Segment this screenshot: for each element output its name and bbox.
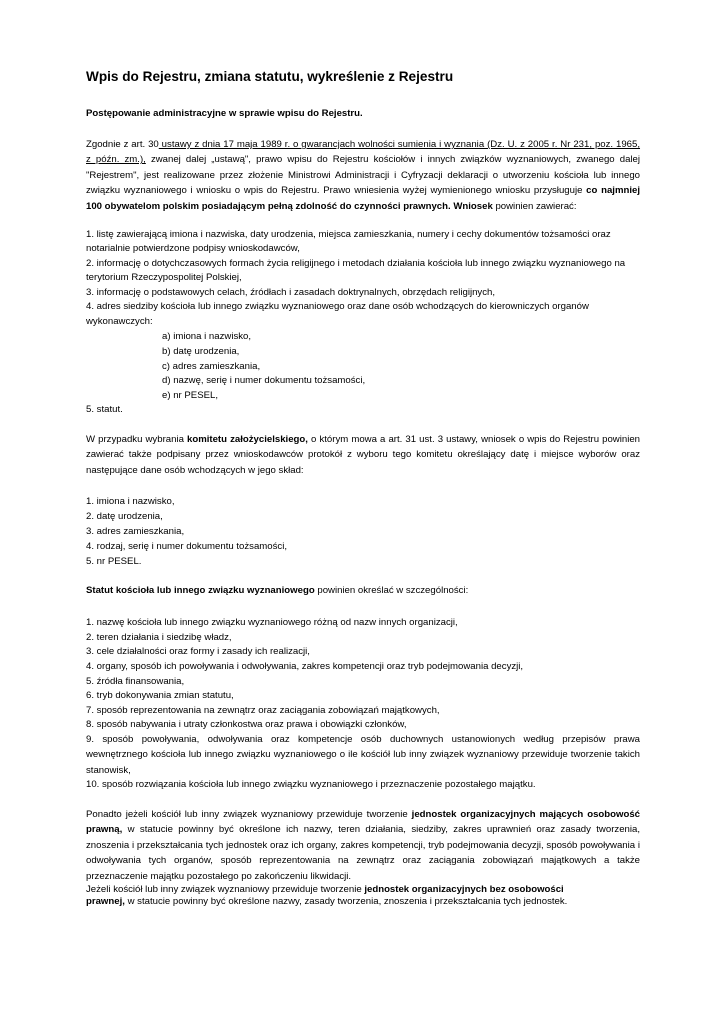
intro-text: Zgodnie z art. 30 <box>86 139 159 150</box>
committee-text: o którym mowa a art. 31 ust. 3 ustawy, wniosek o wpis do Rejestru powinien zawierać także podpisany przez wnioskodawców protokół z wyboru tego komitetu określający datę i miejsce wyborów oraz następujące dane osób wchodzących w jego skład: <box>86 434 640 476</box>
sub-list-item: e) nr PESEL, <box>162 390 218 401</box>
sub-list-item: a) imiona i nazwisko, <box>162 331 252 342</box>
list-item: 1. nazwę kościoła lub innego związku wyznaniowego różną od nazw innych organizacji, <box>86 617 458 628</box>
list-item: 10. sposób rozwiązania kościoła lub innego związku wyznaniowego i przeznaczenie pozostałego majątku. <box>86 779 536 790</box>
list-item: wykonawczych: <box>86 316 153 327</box>
list-item: 7. sposób reprezentowania na zewnątrz oraz zaciągania zobowiązań majątkowych, <box>86 705 440 716</box>
list-item: 2. informację o dotychczasowych formach życia religijnego i metodach działania kościoła lub innego związku wyznaniowego na <box>86 258 626 269</box>
list-item: 3. cele działalności oraz formy i zasady ich realizacji, <box>86 646 310 657</box>
list-item: terytorium Rzeczypospolitej Polskiej, <box>86 272 242 283</box>
final-text: Ponadto jeżeli kościół lub inny związek wyznaniowy przewiduje tworzenie <box>86 809 412 820</box>
final-text: w statucie powinny być określone nazwy, zasady tworzenia, znoszenia i przekształcania tych jednostek. <box>124 896 568 907</box>
sub-list-item: b) datę urodzenia, <box>162 346 240 357</box>
final-bold: prawnej, <box>86 896 125 907</box>
list-item: 4. adres siedziby kościoła lub innego związku wyznaniowego oraz dane osób wchodzących do kierowniczych organów <box>86 301 589 312</box>
final-text: w statucie powinny być określone ich nazwy, teren działania, siedziby, zakres uprawnień oraz zasady tworzenia, znoszenia i przekształcania tych jednostek oraz ich organy, zakres kompetencji, tryb podejmowania decyzji, sposób powoływania i odwoływania tych organów, sposób reprezentowania na zewnątrz oraz zaciągania zobowiązań majątkowych a także przeznaczenie majątku pozostałego po zakończeniu likwidacji. <box>86 824 640 882</box>
list-item: 9. sposób powoływania, odwoływania oraz kompetencje osób duchownych ustanowionych według przepisów prawa wewnętrznego kościoła lub innego związku wyznaniowego o ile kościół lub inny związek wyznaniowy przewiduje tworzenie takich stanowisk, <box>86 734 640 776</box>
sub-list-item: d) nazwę, serię i numer dokumentu tożsamości, <box>162 375 366 386</box>
statute-reference-link[interactable]: ustawy z dnia 17 maja 1989 r. o gwarancjach wolności sumienia i wyznania (Dz. U. z 2005 r. Nr 231, poz. 1965, z późn. zm.), <box>86 139 641 166</box>
intro-bold-requirement: co najmniej 100 obywatelom polskim posiadającym pełną zdolność do czynności prawnych. <box>86 185 641 212</box>
committee-text: W przypadku wybrania <box>86 434 187 445</box>
list-item: 4. organy, sposób ich powoływania i odwoływania, zakres kompetencji oraz tryb podejmowania decyzji, <box>86 661 524 672</box>
list-item: 2. datę urodzenia, <box>86 511 163 522</box>
intro-paragraph <box>86 137 640 214</box>
final-text: Jeżeli kościół lub inny związek wyznaniowy przewiduje tworzenie <box>86 884 365 895</box>
statute-intro <box>86 585 468 597</box>
list-item: 1. imiona i nazwisko, <box>86 496 175 507</box>
sub-list-item: c) adres zamieszkania, <box>162 361 261 372</box>
non-legal-entities-line1 <box>86 884 564 896</box>
intro-text: zwanej dalej „ustawą", prawo wpisu do Rejestru kościołów i innych związków wyznaniowych, zwanego dalej "Rejestrem", jest realizowane przez złożenie Ministrowi Administracji i Cyfryzacji deklaracji o utworzeniu kościoła lub innego związku wyznaniowego i wniosku o wpis do Rejestru. Prawo wniesienia wyżej wymienionego wniosku przysługuje <box>86 154 641 197</box>
final-bold: jednostek organizacyjnych bez osobowości <box>364 884 564 895</box>
non-legal-entities-line2 <box>86 896 567 908</box>
list-item: 8. sposób nabywania i utraty członkostwa oraz prawa i obowiązki członków, <box>86 719 407 730</box>
list-item: 3. informację o podstawowych celach, źródłach i zasadach doktrynalnych, obrzędach religijnych, <box>86 287 496 298</box>
intro-bold-wniosek: Wniosek <box>453 200 493 212</box>
list-item: 1. listę zawierającą imiona i nazwiska, daty urodzenia, miejsca zamieszkania, numery i cechy dokumentów tożsamości oraz <box>86 229 611 240</box>
committee-paragraph <box>86 432 640 478</box>
list-item: 2. teren działania i siedzibę władz, <box>86 632 232 643</box>
list-item: 5. nr PESEL. <box>86 556 142 567</box>
list-item: 5. źródła finansowania, <box>86 676 185 687</box>
list-item: 5. statut. <box>86 404 123 415</box>
final-bold: jednostek organizacyjnych mających osobowość prawną, <box>86 809 640 836</box>
list-item: 6. tryb dokonywania zmian statutu, <box>86 690 234 701</box>
section-subtitle: Postępowanie administracyjne w sprawie wpisu do Rejestru. <box>86 108 363 119</box>
intro-text: powinien zawierać: <box>492 200 577 212</box>
committee-bold: komitetu założycielskiego, <box>187 434 308 445</box>
statute-text: powinien określać w szczególności: <box>314 585 469 596</box>
legal-entities-paragraph <box>86 807 640 884</box>
list-item: 4. rodzaj, serię i numer dokumentu tożsamości, <box>86 541 288 552</box>
page-title: Wpis do Rejestru, zmiana statutu, wykreślenie z Rejestru <box>86 69 454 84</box>
list-item: notarialnie potwierdzone podpisy wnioskodawców, <box>86 243 300 254</box>
list-item: 3. adres zamieszkania, <box>86 526 185 537</box>
statute-bold: Statut kościoła lub innego związku wyznaniowego <box>86 585 315 596</box>
